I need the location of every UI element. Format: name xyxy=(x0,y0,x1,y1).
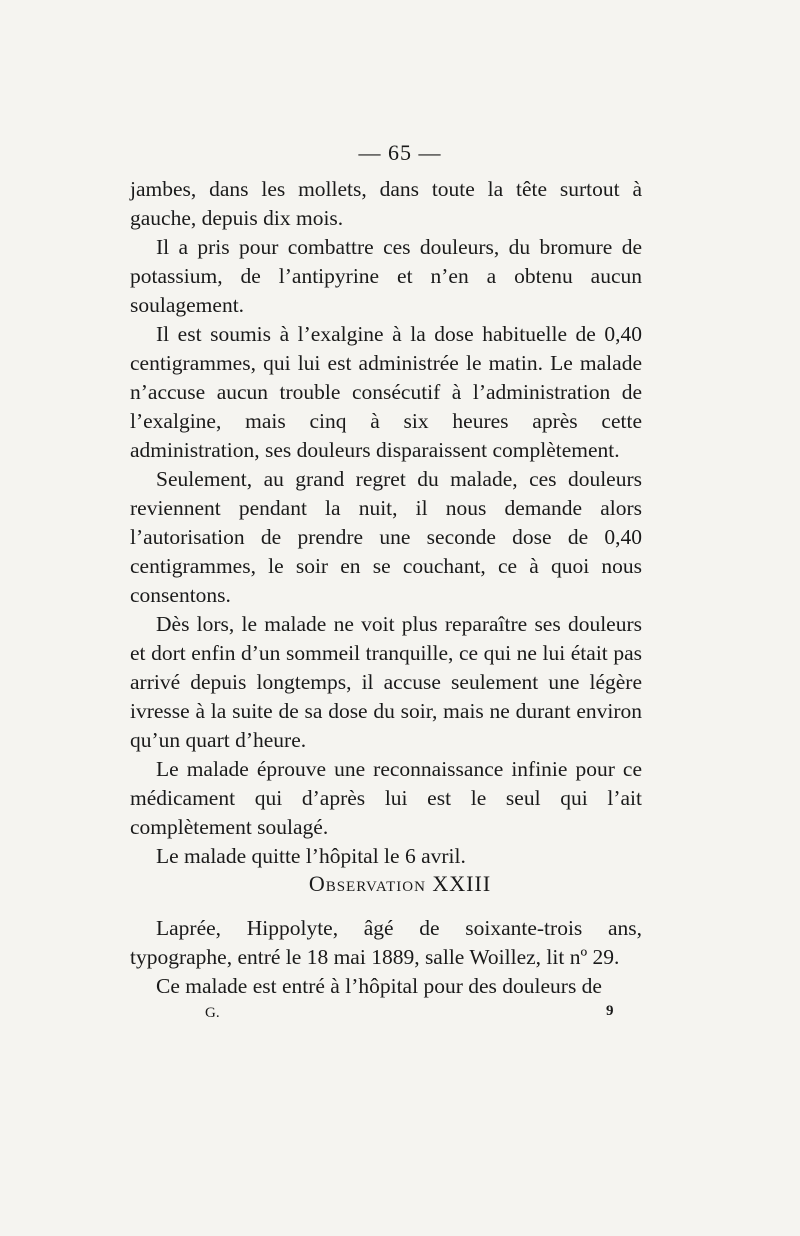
paragraph: Seulement, au grand regret du malade, ces douleurs reviennent pendant la nuit, il nous demande alors l’autorisation de prendre une seconde dose de 0,40 centigrammes, le soir en se couchant, ce à quoi nous consentons. xyxy=(130,467,642,607)
paragraph: Le malade éprouve une reconnaissance infinie pour ce médicament qui d’après lui est le seul qui l’ait complètement soulagé. xyxy=(130,757,642,839)
paragraph: Ce malade est entré à l’hôpital pour des douleurs de xyxy=(156,974,602,998)
page-number: — 65 — xyxy=(358,140,442,165)
body-text xyxy=(130,175,642,871)
paragraph: Il a pris pour combattre ces douleurs, du bromure de potassium, de l’antipyrine et n’en a obtenu aucun soulagement. xyxy=(130,235,642,317)
observation-heading: Observation XXIII xyxy=(308,871,492,896)
paragraph: Il est soumis à l’exalgine à la dose habituelle de 0,40 centigrammes, qui lui est administrée le matin. Le malade n’accuse aucun trouble consécutif à l’administration de l’exalgine, mais cinq à six heures après cette administration, ses douleurs disparaissent complètement. xyxy=(130,322,642,462)
paragraph: Laprée, Hippolyte, âgé de soixante-trois ans, typographe, entré le 18 mai 1889, salle Woillez, lit nº 29. xyxy=(130,916,642,969)
paragraph: jambes, dans les mollets, dans toute la tête surtout à gauche, depuis dix mois. xyxy=(130,177,642,230)
paragraph: Le malade quitte l’hôpital le 6 avril. xyxy=(156,844,466,868)
body-text-observation xyxy=(130,914,642,1001)
sheet-number: 9 xyxy=(606,1003,614,1019)
signature-mark: G. xyxy=(205,1005,220,1021)
paragraph: Dès lors, le malade ne voit plus reparaître ses douleurs et dort enfin d’un sommeil tranquille, ce qui ne lui était pas arrivé depuis longtemps, il accuse seulement une légère ivresse à la suite de sa dose du soir, mais ne durant environ qu’un quart d’heure. xyxy=(130,612,642,752)
